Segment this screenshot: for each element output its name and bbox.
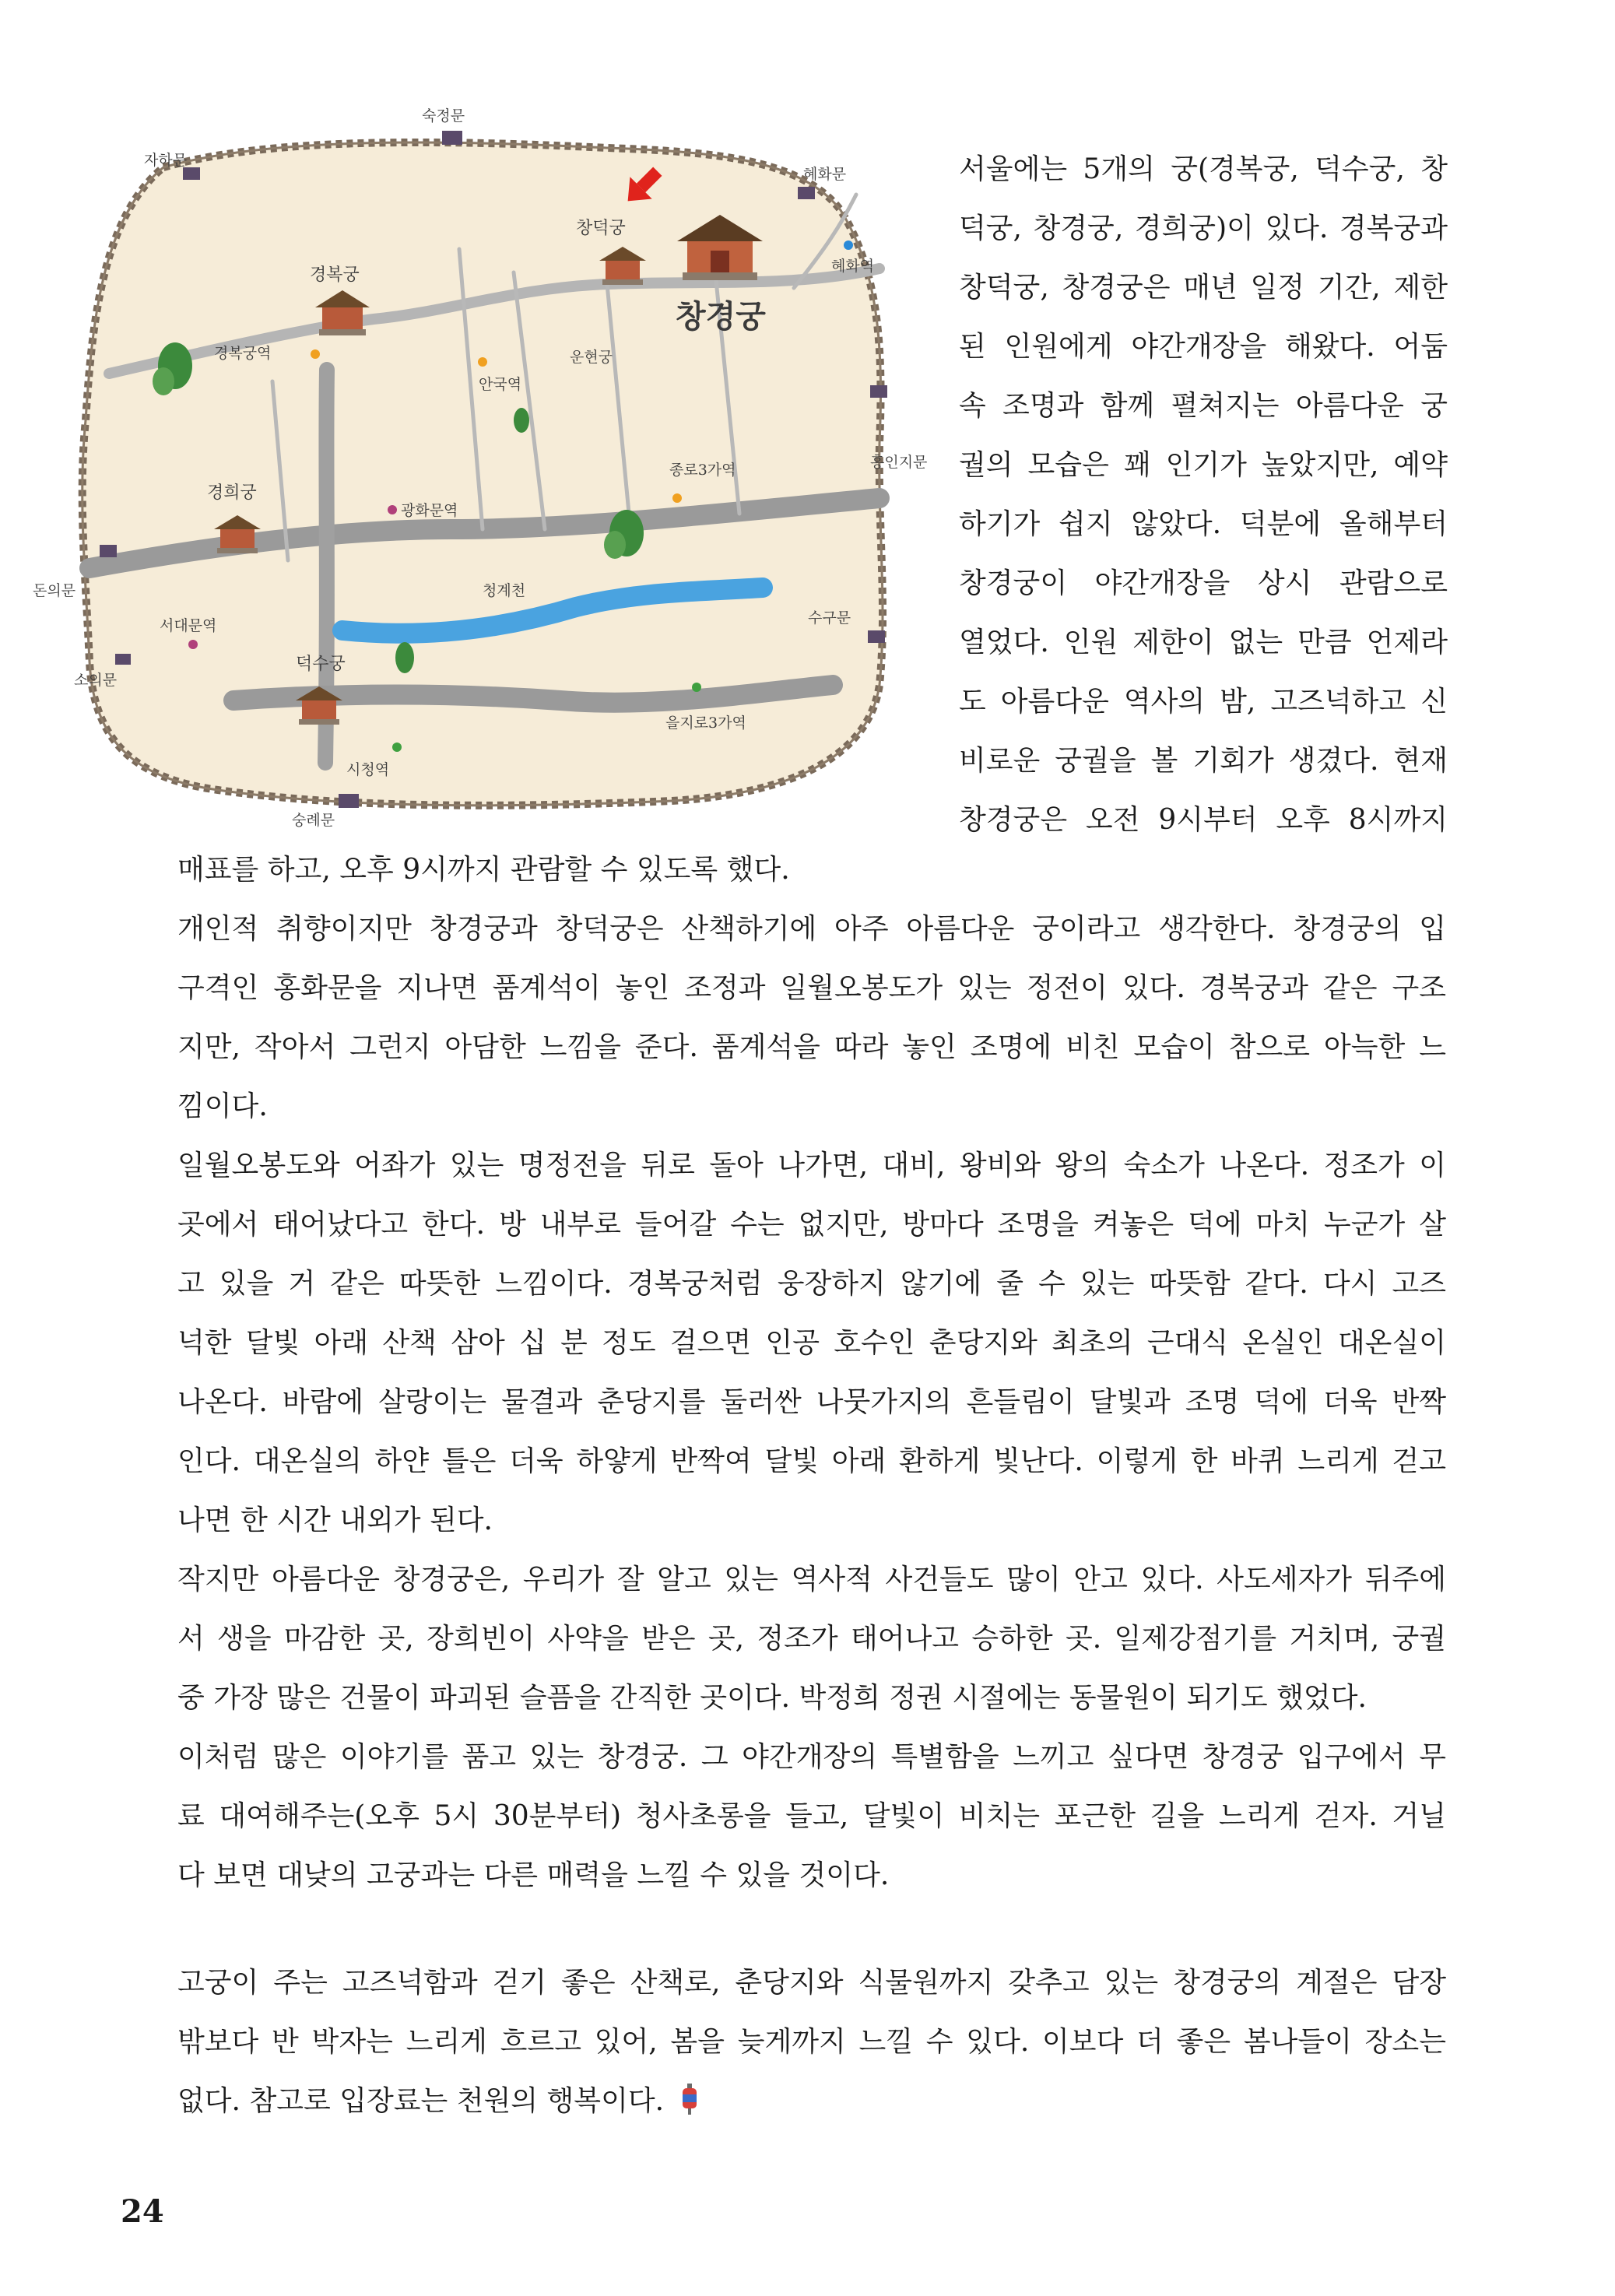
intro-line: 속 조명과 함께 펼쳐지는 아름다운 궁 [959, 390, 1448, 422]
label-seodaemun-station: 서대문역 [160, 617, 217, 634]
label-heunginjimun: 흥인지문 [870, 454, 928, 471]
intro-line: 된 인원에게 야간개장을 해왔다. 어둠 [959, 331, 1448, 363]
closing-text [177, 1954, 1446, 2131]
body-line: 일월오봉도와 어좌가 있는 명정전을 뒤로 돌아 나가면, 대비, 왕비와 왕의 숙소가 나온다. 정조가 이 [177, 1150, 1446, 1181]
label-gyeonghuigung: 경희궁 [207, 483, 257, 503]
label-sueuimun: 소의문 [74, 672, 118, 689]
intro-line: 하기가 쉽지 않았다. 덕분에 올해부터 [959, 508, 1448, 540]
intro-line: 창경궁이 야간개장을 상시 관람으로 [959, 567, 1448, 599]
map-illustration [16, 93, 928, 841]
label-cityhall-station: 시청역 [346, 761, 390, 778]
seoul-palace-map [16, 93, 928, 841]
closing-line [177, 2072, 1446, 2131]
body-line: 료 대여해주는(오후 5시 30분부터) 청사초롱을 들고, 달빛이 비치는 포근한 길을 느리게 걷자. 거닐 [177, 1800, 1446, 1832]
intro-column [959, 140, 1448, 850]
label-jahamun: 자하문 [144, 152, 188, 169]
page-number: 24 [121, 2193, 164, 2230]
body-line: 중 가장 많은 건물이 파괴된 슬픔을 간직한 곳이다. 박정희 정권 시절에는 동물원이 되기도 했었다. [177, 1682, 1367, 1714]
body-line: 낌이다. [177, 1090, 268, 1122]
label-gyeongbokgung-station: 경복궁역 [214, 345, 272, 362]
body-text [177, 841, 1446, 1905]
body-line: 인다. 대온실의 하얀 틀은 더욱 하얗게 반짝여 달빛 아래 환하게 빛난다. 이렇게 한 바퀴 느리게 걷고 [177, 1445, 1446, 1477]
label-hyehwamun: 혜화문 [803, 166, 847, 183]
body-line: 다 보면 대낮의 고궁과는 다른 매력을 느낄 수 있을 것이다. [177, 1859, 890, 1891]
label-jongno3ga-station: 종로3가역 [669, 462, 736, 479]
body-line: 작지만 아름다운 창경궁은, 우리가 잘 알고 있는 역사적 사건들도 많이 안고 있다. 사도세자가 뒤주에 [177, 1564, 1446, 1596]
label-changgyeonggung: 창경궁 [676, 298, 766, 335]
intro-line: 창경궁은 오전 9시부터 오후 8시까지 [959, 804, 1448, 836]
body-line: 서 생을 마감한 곳, 장희빈이 사약을 받은 곳, 정조가 태어나고 승하한 곳. 일제강점기를 거치며, 궁궐 [177, 1623, 1446, 1655]
body-line: 나온다. 바람에 살랑이는 물결과 춘당지를 둘러싼 나뭇가지의 흔들림이 달빛과 조명 덕에 더욱 반짝 [177, 1386, 1446, 1418]
intro-line: 열었다. 인원 제한이 없는 만큼 언제라 [959, 627, 1448, 658]
body-line: 매표를 하고, 오후 9시까지 관람할 수 있도록 했다. [177, 854, 790, 886]
body-line: 지만, 작아서 그런지 아담한 느낌을 준다. 품계석을 따라 놓인 조명에 비친 모습이 참으로 아늑한 느 [177, 1031, 1446, 1063]
label-cheonggyecheon: 청계천 [483, 582, 526, 599]
body-line: 나면 한 시간 내외가 된다. [177, 1504, 493, 1536]
label-anguk-station: 안국역 [479, 376, 522, 393]
intro-line: 덕궁, 창경궁, 경희궁)이 있다. 경복궁과 [959, 212, 1448, 244]
label-donuimun: 돈의문 [33, 582, 76, 599]
body-line: 구격인 홍화문을 지나면 품계석이 놓인 조정과 일월오봉도가 있는 정전이 있다. 경복궁과 같은 구조 [177, 972, 1446, 1004]
body-line: 개인적 취향이지만 창경궁과 창덕궁은 산책하기에 아주 아름다운 궁이라고 생각한다. 창경궁의 입 [177, 913, 1446, 945]
body-line: 이처럼 많은 이야기를 품고 있는 창경궁. 그 야간개장의 특별함을 느끼고 싶다면 창경궁 입구에서 무 [177, 1741, 1446, 1773]
intro-line: 도 아름다운 역사의 밤, 고즈넉하고 신 [959, 686, 1448, 718]
label-hyehwa-station: 혜화역 [831, 258, 875, 275]
body-line: 넉한 달빛 아래 산책 삼아 십 분 정도 걸으면 인공 호수인 춘당지와 최초의 근대식 온실인 대온실이 [177, 1327, 1446, 1359]
label-euljiro3ga-station: 을지로3가역 [665, 714, 746, 732]
intro-line: 궐의 모습은 꽤 인기가 높았지만, 예약 [959, 449, 1448, 481]
label-sukjeongmun: 숙정문 [422, 107, 465, 125]
label-gwanghwamun-station: 광화문역 [401, 502, 458, 519]
label-gyeongbokgung: 경복궁 [310, 265, 360, 285]
body-line: 고 있을 거 같은 따뜻한 느낌이다. 경복궁처럼 웅장하지 않기에 줄 수 있는 따뜻함 같다. 다시 고즈 [177, 1268, 1446, 1300]
closing-line-text: 없다. 참고로 입장료는 천원의 행복이다. [177, 2085, 665, 2117]
intro-line: 창덕궁, 창경궁은 매년 일정 기간, 제한 [959, 272, 1448, 304]
body-line: 곳에서 태어났다고 한다. 방 내부로 들어갈 수는 없지만, 방마다 조명을 켜놓은 덕에 마치 누군가 살 [177, 1209, 1446, 1241]
lantern-icon [679, 2084, 700, 2115]
label-unhyeongung: 운현궁 [570, 349, 613, 366]
closing-line: 밖보다 반 박자는 느리게 흐르고 있어, 봄을 늦게까지 느낄 수 있다. 이보다 더 좋은 봄나들이 장소는 [177, 2026, 1446, 2058]
label-sugumun: 수구문 [808, 609, 851, 627]
label-deoksugung: 덕수궁 [296, 655, 346, 674]
label-sungnyemun: 숭례문 [292, 812, 335, 829]
intro-line: 서울에는 5개의 궁(경복궁, 덕수궁, 창 [959, 153, 1448, 185]
label-changdeokgung: 창덕궁 [576, 219, 626, 238]
intro-line: 비로운 궁궐을 볼 기회가 생겼다. 현재 [959, 745, 1448, 777]
closing-line: 고궁이 주는 고즈넉함과 걷기 좋은 산책로, 춘당지와 식물원까지 갖추고 있는 창경궁의 계절은 담장 [177, 1967, 1446, 1999]
